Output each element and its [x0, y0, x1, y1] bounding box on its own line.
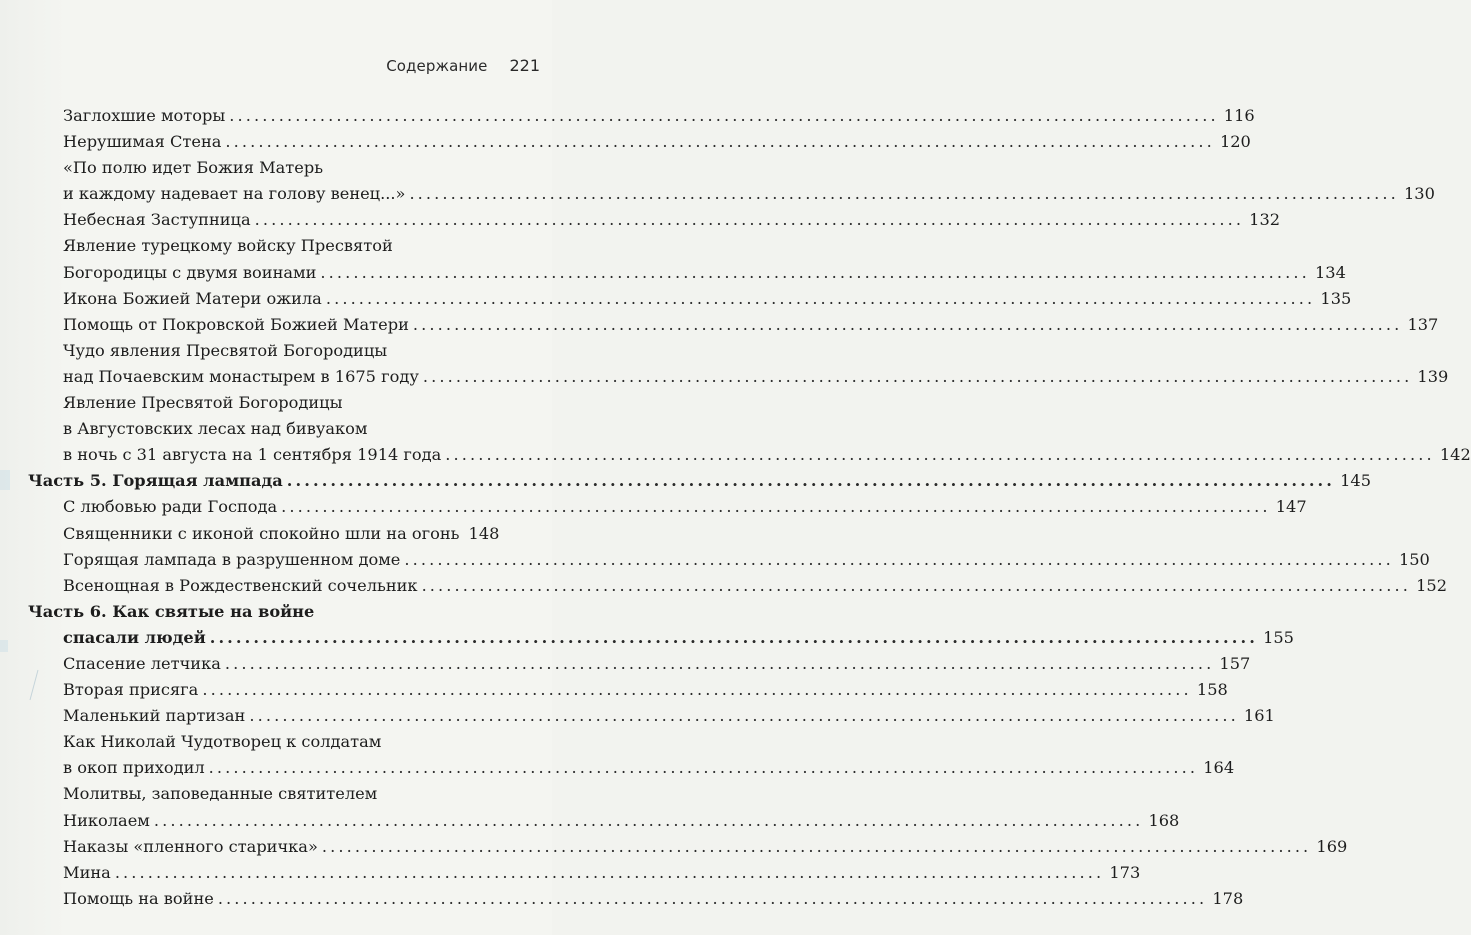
dot-leader: ........................................................................................................................ — [114, 862, 1105, 882]
toc-line — [0, 364, 1449, 390]
toc-page-number: 148 — [468, 523, 500, 543]
dot-leader: ........................................................................................................................ — [224, 653, 1215, 673]
toc-entry[interactable] — [63, 233, 393, 259]
toc-entry[interactable] — [63, 260, 1346, 286]
toc-page-number: 116 — [1223, 106, 1255, 125]
toc-entry[interactable] — [63, 729, 381, 755]
dot-leader: ........................................................................................................................ — [281, 497, 1271, 517]
toc-page-number: 130 — [1404, 184, 1435, 204]
toc-page-number: 158 — [1196, 680, 1228, 700]
toc-entry-title: Вторая присяга — [63, 680, 199, 700]
toc-line — [0, 416, 552, 442]
toc-entry-title: спасали людей — [63, 627, 206, 647]
running-header — [386, 56, 540, 75]
toc-page-number: 155 — [1263, 627, 1294, 647]
toc-page-number: 173 — [1109, 862, 1141, 882]
toc-line — [0, 181, 1435, 207]
toc-entry-title: Небесная Заступница — [63, 210, 251, 230]
toc-entry[interactable] — [63, 129, 1251, 155]
toc-entry-title: Часть 5. Горящая лампада — [28, 471, 283, 491]
dot-leader: ........................................................................................................................ — [217, 888, 1208, 908]
toc-line — [0, 755, 1235, 781]
toc-page-number: 139 — [1417, 366, 1449, 386]
toc-line — [0, 442, 1471, 468]
toc-entry[interactable] — [63, 442, 1471, 468]
dot-leader: ........................................................................................................................ — [208, 758, 1199, 778]
toc-entry[interactable] — [63, 338, 387, 364]
toc-entry[interactable] — [63, 755, 1235, 781]
toc-line — [0, 390, 552, 416]
toc-entry[interactable] — [63, 312, 1439, 338]
toc-entry-title: Горящая лампада в разрушенном доме — [63, 549, 401, 569]
toc-entry[interactable] — [63, 364, 1449, 390]
toc-entry[interactable] — [63, 781, 377, 807]
dot-leader: ........................................................................................................................ — [229, 106, 1219, 125]
toc-page-number: 145 — [1340, 471, 1372, 491]
dot-leader: ........................................................................................................................ — [421, 575, 1412, 595]
dot-leader: ........................................................................................................................ — [320, 262, 1310, 282]
toc-line — [0, 625, 1294, 651]
toc-line — [0, 808, 1180, 834]
toc-line — [0, 677, 1228, 703]
toc-page-number: 134 — [1314, 262, 1346, 282]
toc-entry-title: Мина — [63, 862, 111, 882]
dot-leader: ........................................................................................................................ — [153, 810, 1144, 830]
toc-entry[interactable] — [63, 651, 1251, 677]
toc-entry[interactable] — [63, 390, 342, 416]
toc-entry[interactable] — [63, 155, 323, 181]
toc-entry-title: С любовью ради Господа — [63, 497, 278, 517]
dot-leader: ........................................................................................................................ — [404, 549, 1394, 569]
table-of-contents — [0, 103, 1471, 912]
toc-line — [0, 703, 1275, 729]
toc-line — [0, 573, 1448, 599]
toc-line — [0, 312, 1439, 338]
toc-page-number: 152 — [1416, 575, 1448, 595]
toc-entry-title: Явление турецкому войску Пресвятой — [63, 236, 393, 256]
toc-entry-title: в Августовских лесах над бивуаком — [63, 419, 368, 439]
toc-entry-title: Богородицы с двумя воинами — [63, 262, 317, 282]
toc-entry[interactable] — [63, 677, 1228, 703]
dot-leader: ........................................................................................................................ — [286, 471, 1336, 491]
toc-entry-title: над Почаевским монастырем в 1675 году — [63, 366, 419, 386]
toc-entry[interactable] — [63, 547, 1430, 573]
dot-leader: ........................................................................................................................ — [249, 706, 1239, 726]
toc-entry[interactable] — [63, 886, 1244, 912]
toc-entry-title: Помощь на войне — [63, 888, 214, 908]
toc-page-number: 161 — [1243, 706, 1275, 726]
toc-line — [0, 729, 552, 755]
toc-entry-title: Спасение летчика — [63, 653, 221, 673]
toc-entry-title: в ночь с 31 августа на 1 сентября 1914 года — [63, 445, 442, 465]
toc-entry[interactable] — [63, 181, 1435, 207]
dot-leader: ........................................................................................................................ — [422, 366, 1413, 386]
toc-entry-title: и каждому надевает на голову венец...» — [63, 184, 406, 204]
dot-leader: ........................................................................................................................ — [412, 314, 1403, 334]
toc-entry-title: Икона Божией Матери ожила — [63, 288, 322, 308]
toc-entry-title: Наказы «пленного старичка» — [63, 836, 318, 856]
page-number: 221 — [509, 56, 540, 75]
section-title: Содержание — [386, 57, 488, 75]
toc-entry[interactable] — [63, 573, 1448, 599]
toc-entry-title: Молитвы, заповеданные святителем — [63, 784, 378, 804]
toc-entry[interactable] — [63, 416, 367, 442]
toc-page-number: 132 — [1249, 210, 1281, 230]
toc-page-number: 135 — [1320, 288, 1352, 308]
toc-part-entry[interactable] — [63, 625, 1294, 651]
dot-leader: ........................................................................................................................ — [321, 836, 1312, 856]
toc-line — [0, 286, 1352, 312]
toc-line — [0, 494, 1307, 520]
toc-page-number: 142 — [1439, 445, 1471, 465]
toc-page-number: 164 — [1203, 758, 1235, 778]
toc-entry-title: Священники с иконой спокойно шли на огонь — [63, 523, 460, 543]
dot-leader: ........................................................................................................................ — [409, 184, 1399, 204]
toc-entry-title: Явление Пресвятой Богородицы — [63, 393, 343, 413]
toc-page-number: 137 — [1407, 314, 1439, 334]
toc-line — [0, 547, 1430, 573]
toc-entry-title: Нерушимая Стена — [63, 132, 222, 152]
toc-entry[interactable] — [63, 494, 1307, 520]
toc-line — [0, 834, 1348, 860]
toc-line — [0, 599, 552, 625]
toc-line — [0, 860, 1141, 886]
dot-leader: ........................................................................................................................ — [202, 680, 1192, 700]
toc-entry-title: Помощь от Покровской Божией Матери — [63, 314, 409, 334]
dot-leader: ........................................................................................................................ — [209, 627, 1258, 647]
toc-entry[interactable] — [63, 103, 1255, 129]
toc-part-entry[interactable] — [28, 468, 1372, 494]
toc-entry-title: Заглохшие моторы — [63, 106, 226, 125]
toc-entry-title: Николаем — [63, 810, 150, 830]
toc-entry-title: Всенощная в Рождественский сочельник — [63, 575, 418, 595]
toc-page-number: 120 — [1219, 132, 1251, 152]
toc-line — [0, 468, 1372, 494]
toc-entry-title: Как Николай Чудотворец к солдатам — [63, 732, 382, 752]
toc-entry[interactable] — [63, 703, 1275, 729]
toc-line — [0, 155, 552, 181]
toc-line — [0, 338, 552, 364]
toc-entry-title: Чудо явления Пресвятой Богородицы — [63, 340, 388, 360]
toc-entry-title: Часть 6. Как святые на войне — [28, 601, 315, 621]
toc-page-number: 169 — [1316, 836, 1348, 856]
toc-entry-title: в окоп приходил — [63, 758, 205, 778]
toc-line — [0, 129, 1251, 155]
toc-entry-title: Маленький партизан — [63, 706, 246, 726]
toc-entry[interactable] — [63, 808, 1180, 834]
toc-line — [0, 233, 552, 259]
toc-page-number: 157 — [1219, 653, 1251, 673]
toc-line — [0, 886, 1244, 912]
toc-page-number: 168 — [1148, 810, 1180, 830]
toc-entry[interactable] — [63, 834, 1348, 860]
dot-leader: ........................................................................................................................ — [445, 445, 1435, 465]
toc-line — [0, 781, 552, 807]
toc-page-number: 147 — [1275, 497, 1307, 517]
dot-leader: ........................................................................................................................ — [225, 132, 1215, 152]
toc-part-entry[interactable] — [28, 599, 314, 625]
toc-entry-title: «По полю идет Божия Матерь — [63, 158, 324, 178]
toc-page-number: 150 — [1398, 549, 1430, 569]
toc-entry[interactable] — [63, 207, 1281, 233]
toc-line — [0, 207, 1281, 233]
toc-line — [0, 651, 1251, 677]
dot-leader: ........................................................................................................................ — [254, 210, 1245, 230]
toc-line — [0, 521, 552, 547]
toc-entry[interactable] — [63, 286, 1352, 312]
toc-page-number: 178 — [1212, 888, 1244, 908]
dot-leader: ........................................................................................................................ — [325, 288, 1316, 308]
toc-entry[interactable] — [63, 860, 1141, 886]
toc-entry[interactable] — [63, 521, 500, 547]
toc-line — [0, 260, 1346, 286]
toc-line — [0, 103, 1255, 129]
